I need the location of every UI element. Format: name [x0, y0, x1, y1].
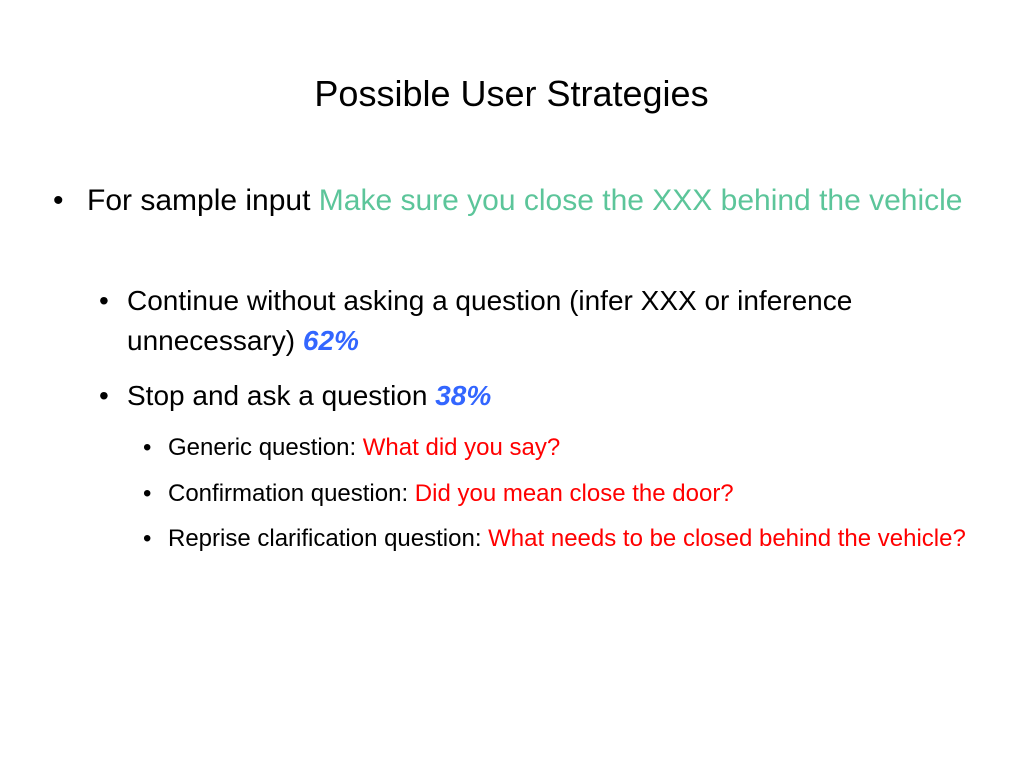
bullet-icon: • — [53, 184, 64, 217]
strategy-percentage: 62% — [302, 325, 359, 356]
question-type-generic — [143, 430, 968, 465]
strategy-item-stop — [99, 376, 957, 416]
strategy-item-continue — [99, 281, 957, 361]
sample-input-text: Make sure you close the XXX behind the vehicle — [318, 184, 963, 217]
question-type-confirmation — [143, 476, 968, 511]
sample-input-label: For sample input — [87, 184, 319, 217]
question-example: What needs to be closed behind the vehicle? — [488, 525, 966, 552]
strategy-percentage: 38% — [435, 380, 492, 411]
strategy-text: Stop and ask a question — [127, 380, 436, 411]
strategy-text: Continue without asking a question (infer XXX or inference unnecessary) — [127, 285, 853, 356]
question-type-reprise — [143, 521, 968, 556]
bullet-icon: • — [143, 525, 152, 552]
question-example: Did you mean close the door? — [414, 480, 734, 507]
bullet-icon: • — [143, 434, 152, 461]
bullet-icon: • — [143, 480, 152, 507]
bullet-icon: • — [99, 285, 109, 316]
question-type-label: Confirmation question: — [168, 480, 415, 507]
question-type-label: Generic question: — [168, 434, 363, 461]
bullet-icon: • — [99, 380, 109, 411]
slide-title: Possible User Strategies — [314, 73, 709, 114]
sample-input-item — [53, 181, 987, 221]
question-example: What did you say? — [362, 434, 561, 461]
question-type-label: Reprise clarification question: — [168, 525, 489, 552]
